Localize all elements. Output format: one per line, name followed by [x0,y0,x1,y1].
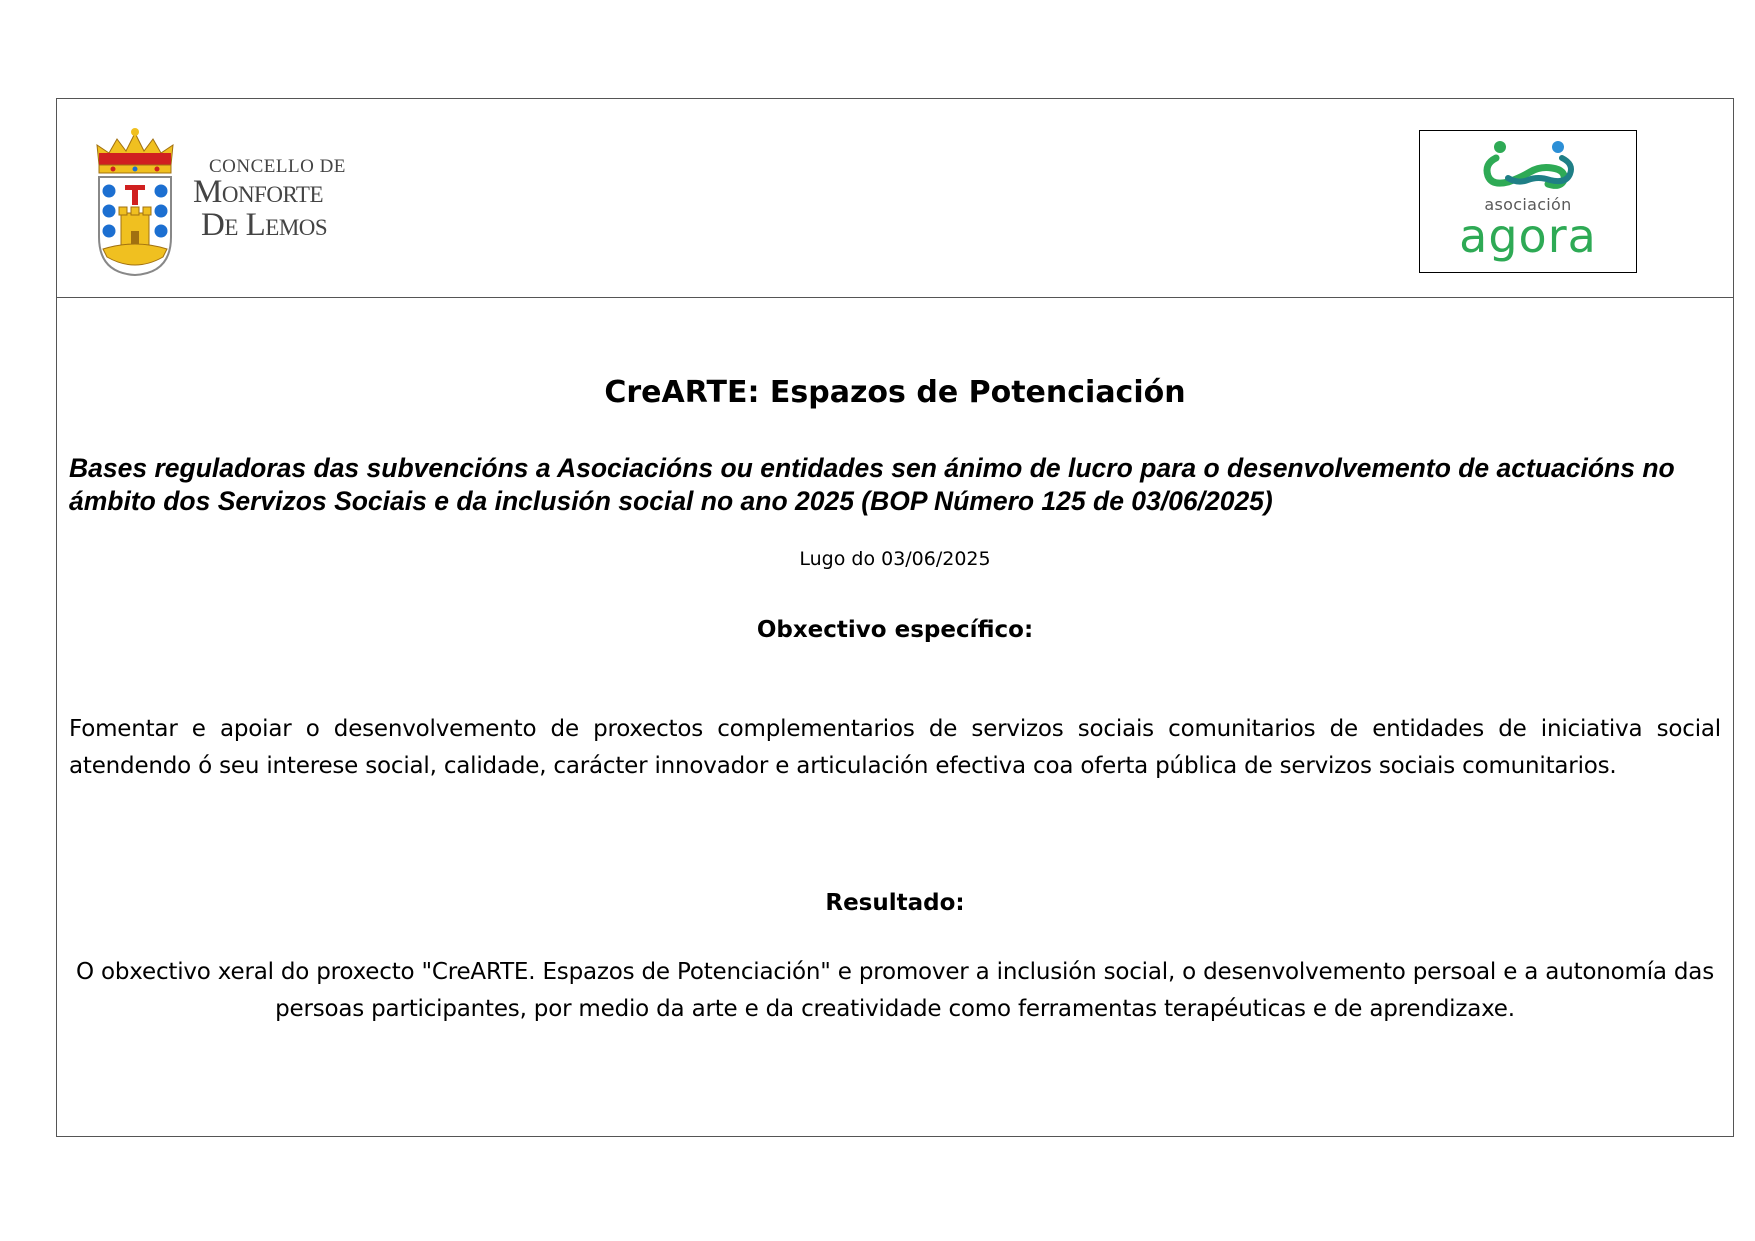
date-line: Lugo do 03/06/2025 [799,548,991,570]
document-title: CreARTE: Espazos de Potenciación [604,375,1186,410]
header-row [57,99,1733,298]
asociacion-agora-logo [1419,130,1637,273]
concello-line2: Monforte [193,174,324,210]
document-frame [56,98,1734,1137]
document-subtitle: Bases reguladoras das subvencións a Asociacións ou entidades sen ánimo de lucro para o desenvolvemento de actuacións no ámbito dos Servizos Sociais e da inclusión social no ano 2025 (BOP Número 125 de 03/06/2025) [69,453,1675,516]
objective-heading: Obxectivo específico: [756,617,1034,643]
concello-monforte-logo [93,127,393,277]
agora-small-text: asociación [1484,195,1572,214]
agora-big-text: agora [1459,209,1597,263]
concello-line1: CONCELLO DE [209,156,346,177]
result-heading: Resultado: [825,890,965,916]
objective-text: Fomentar e apoiar o desenvolvemento de proxectos complementarios de servizos sociais comunitarios de entidades de iniciativa social atendendo ó seu interese social, calidade, carácter innovador e articulación efectiva coa oferta pública de servizos sociais comunitarios. [69,716,1721,779]
concello-line3: De Lemos [201,207,328,243]
concello-name [193,157,346,242]
coat-of-arms-icon [93,127,177,277]
agora-people-icon [1474,138,1584,194]
result-text: O obxectivo xeral do proxecto "CreARTE. Espazos de Potenciación" e promover a inclusión social, o desenvolvemento persoal e a autonomía das persoas participantes, por medio da arte e da creatividade como ferramentas terapéuticas e de aprendizaxe. [76,959,1714,1022]
